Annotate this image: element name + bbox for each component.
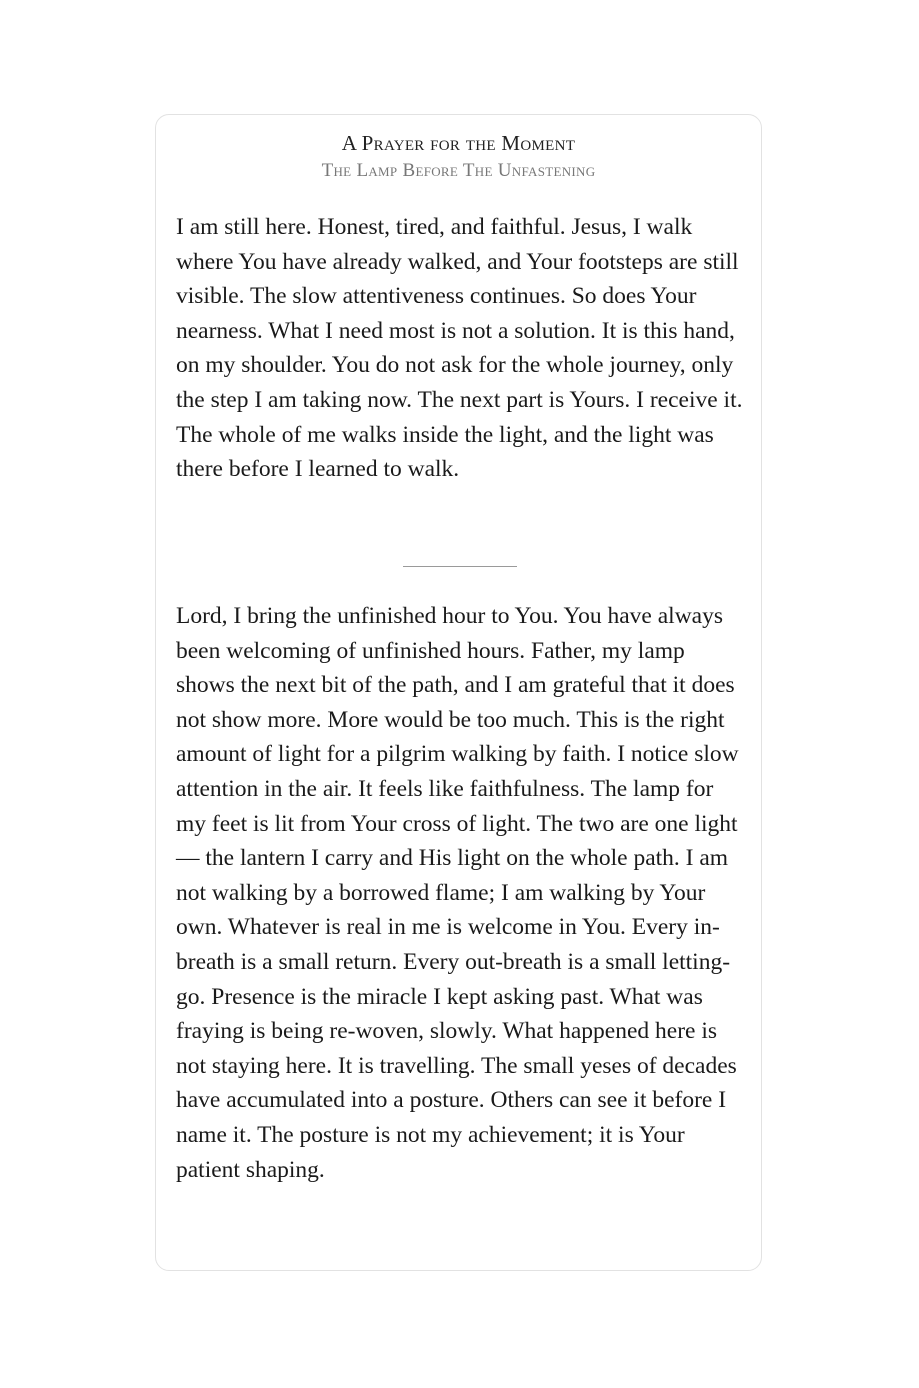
prayer-card	[155, 114, 762, 1271]
prayer-subtitle: The Lamp Before The Unfastening	[321, 160, 596, 181]
section-divider	[403, 566, 517, 567]
prayer-paragraph-1: I am still here. Honest, tired, and faithful. Jesus, I walk where You have already walked, and Your footsteps are still visible. The slow attentiveness continues. So does Your nearness. What I need most is not a solution. It is this hand, on my shoulder. You do not ask for the whole journey, only the step I am taking now. The next part is Yours. I receive it. The whole of me walks inside the light, and the light was there before I learned to walk.	[176, 214, 743, 483]
prayer-paragraph-2: Lord, I bring the unfinished hour to You. You have always been welcoming of unfinished hours. Father, my lamp shows the next bit of the path, and I am grateful that it does not show more. More would be too much. This is the right amount of light for a pilgrim walking by faith. I notice slow attention in the air. It feels like faithfulness. The lamp for my feet is lit from Your cross of light. The two are one light — the lantern I carry and His light on the whole path. I am not walking by a borrowed flame; I am walking by Your own. Whatever is real in me is welcome in You. Every in-breath is a small return. Every out-breath is a small letting-go. Presence is the miracle I kept asking past. What was fraying is being re-woven, slowly. What happened here is not staying here. It is travelling. The small yeses of decades have accumulated into a posture. Others can see it before I name it. The posture is not my achievement; it is Your patient shaping.	[176, 603, 739, 1183]
prayer-title: A Prayer for the Moment	[341, 131, 576, 155]
